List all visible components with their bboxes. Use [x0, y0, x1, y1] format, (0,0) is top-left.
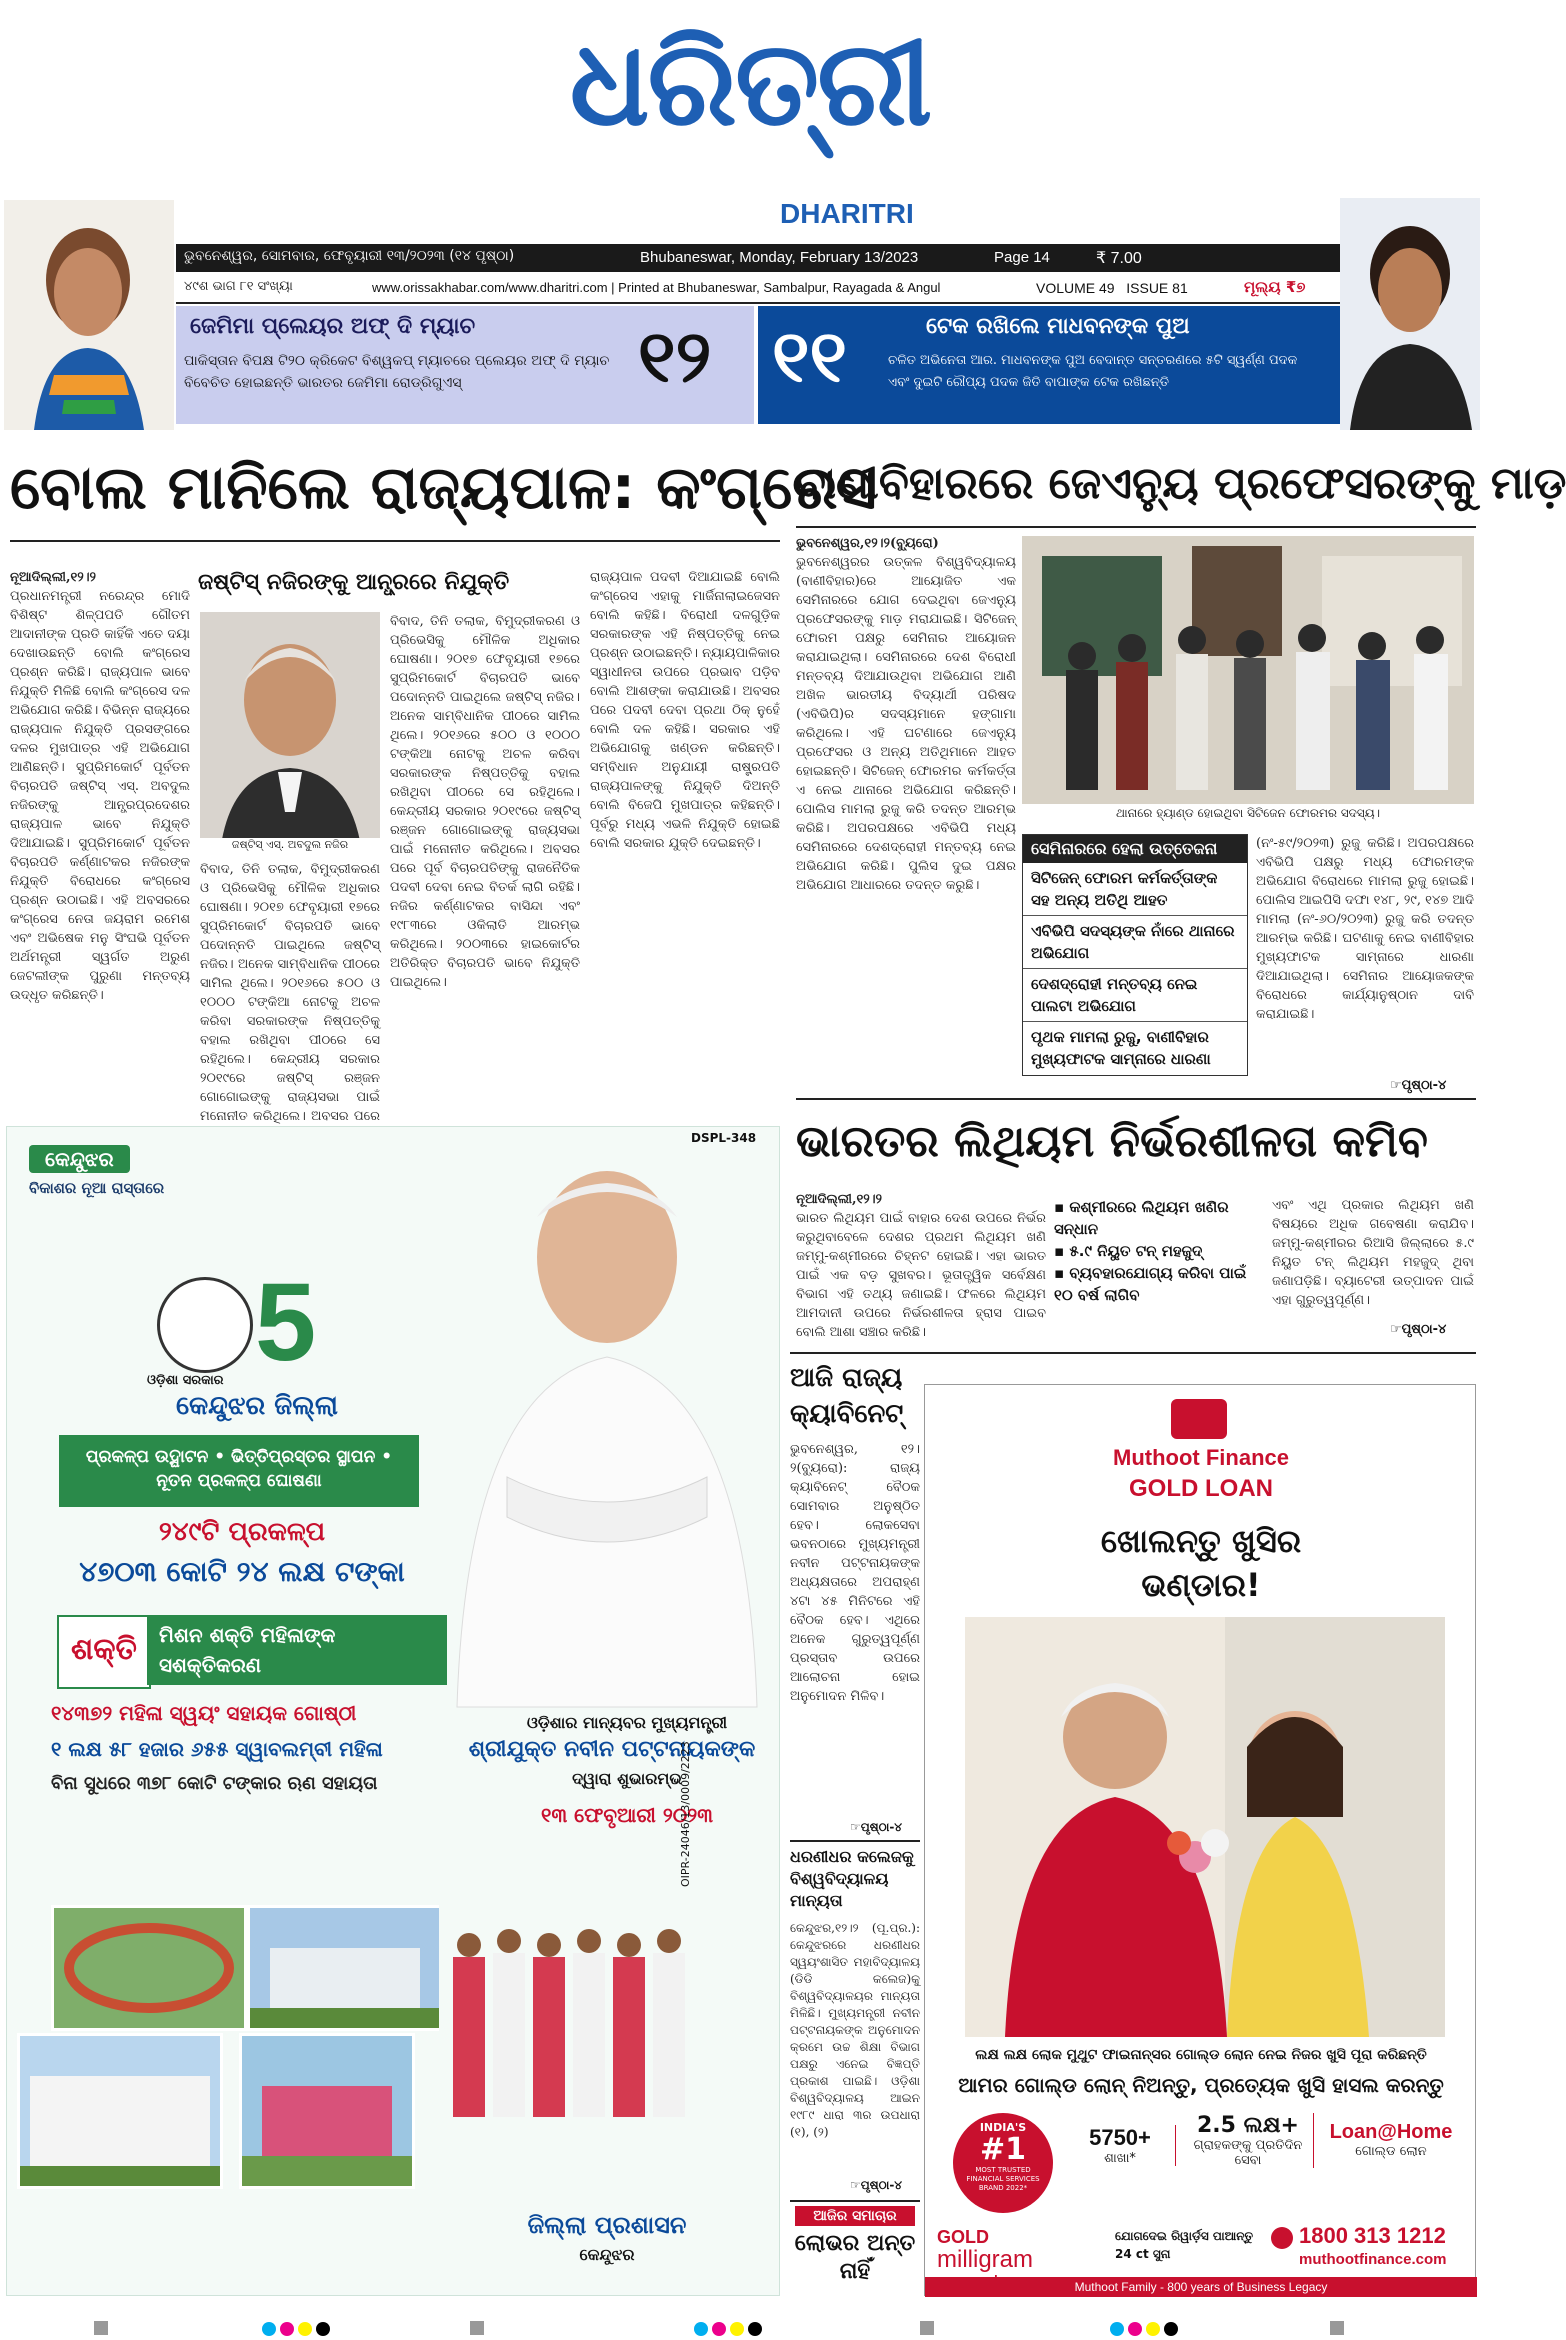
muthoot-line-1: ଲକ୍ଷ ଲକ୍ଷ ଲୋକ ମୁଥୁଟ ଫାଇନାନ୍ସର ଗୋଲ୍ଡ ଲୋନ ନେଇ ନିଜର ଖୁସି ପୂରା କରିଛନ୍ତି: [975, 2047, 1427, 2063]
lead-col-4: [590, 568, 780, 1108]
badge-text: MOST TRUSTED FINANCIAL SERVICES BRAND 2022*: [966, 2166, 1040, 2192]
college-continued[interactable]: ☞ପୃଷ୍ଠା-୪: [850, 2178, 903, 2192]
dateline-bar: [176, 244, 1340, 272]
price: ₹ 7.00: [1096, 250, 1142, 267]
teaser-left[interactable]: [176, 306, 754, 424]
jnu-highlight-box: [1022, 834, 1248, 1076]
quote-label: ଆଜିର ସମାଚାର: [795, 2206, 915, 2226]
college-text: କେନ୍ଦୁଝର,୧୨।୨ (ପୂ.ପ୍ର.): କେନ୍ଦୁଝରରେ ଧରଣୀଧର ସ୍ୱୟଂଶାସିତ ମହାବିଦ୍ୟାଳୟ (ଡିଡି କଲେଜ)କୁ ବିଶ୍ୱବିଦ୍ୟାଳୟର ମାନ୍ୟତା ମିଳିଛି। ମୁଖ୍ୟମନ୍ତ୍ରୀ ନବୀନ ପଟ୍ଟନାୟକଙ୍କ ଅନୁମୋଦନ କ୍ରମେ ଉଚ୍ଚ ଶିକ୍ଷା ବିଭାଗ ପକ୍ଷରୁ ଏନେଇ ବିଜ୍ଞପ୍ତି ପ୍ରକାଶ ପାଇଛି। ଓଡ଼ିଶା ବିଶ୍ୱବିଦ୍ୟାଳୟ ଆଇନ ୧୯୮୯ ଧାରା ୩ର ଉପଧାରା (୧), (୨): [790, 1921, 920, 2139]
quote-text: ଲୋଭର ଅନ୍ତ ନାହିଁ: [794, 2231, 916, 2284]
college-headline: ଧରଣୀଧର କଲେଜକୁ ବିଶ୍ୱବିଦ୍ୟାଳୟ ମାନ୍ୟତା: [790, 1847, 914, 1910]
masthead-logo: [470, 8, 1030, 229]
stat-customers-value: 2.5 ଲକ୍ଷ+: [1197, 2113, 1299, 2138]
ad-admin: ଜିଲ୍ଲା ପ୍ରଶାସନ: [527, 2211, 687, 2239]
ad-title: କେନ୍ଦୁଝର ଜିଲ୍ଲା: [176, 1391, 338, 1421]
volume-odia: ୪୯ଶ ଭାଗ ୮୧ ସଂଖ୍ୟା: [184, 279, 293, 294]
ad-date: ୧୩ ଫେବୃଆରୀ ୨୦୨୩: [541, 1803, 713, 1827]
volume-english: VOLUME 49 ISSUE 81: [1036, 280, 1188, 296]
muthoot-line-2: ଆମର ଗୋଲ୍ଡ ଲୋନ୍ ନିଅନ୍ତୁ, ପ୍ରତ୍ୟେକ ଖୁସି ହାସଲ କରନ୍ତୁ: [958, 2073, 1444, 2097]
quote-box: [790, 2200, 920, 2288]
muthoot-product: GOLD LOAN: [1129, 1475, 1273, 1502]
milligram-gold: GOLD: [937, 2227, 989, 2247]
building-photo-2: [17, 2033, 223, 2189]
print-mark: [920, 2321, 934, 2335]
rewards-text: ଯୋଗଦେଇ ରିୱାର୍ଡ଼ସ ପାଆନ୍ତୁ 24 ct ସୁନା: [1115, 2229, 1254, 2261]
jnu-headline: ବାଣୀବିହାରରେ ଜେଏନ୍ୟୁ ପ୍ରଫେସରଙ୍କୁ ମାଡ଼: [796, 458, 1566, 509]
jnu-box-item: ପୃଥକ ମାମଲା ରୁଜୁ, ବାଣୀବିହାର ମୁଖ୍ୟଫାଟକ ସାମ୍ନାରେ ଧାରଣା: [1031, 1028, 1211, 1068]
lithium-text-2: ଏବଂ ଏଥି ପ୍ରକାର ଲିଥିୟମ ଖଣି ବିଷୟରେ ଅଧିକ ଗବେଷଣା କରାଯିବ। ଜମ୍ମୁ-କଶ୍ମୀରର ରିଆସି ଜିଲ୍ଲାରେ ୫.୯ ନିୟୁତ ଟନ୍ ଲିଥିୟମ ମହଜୁଦ୍ ଥିବା ଜଣାପଡ଼ିଛି। ବ୍ୟାଟେରୀ ଉତ୍ପାଦନ ପାଇଁ ଏହା ଗୁରୁତ୍ୱପୂର୍ଣ୍ଣ।: [1272, 1198, 1474, 1308]
print-mark: [94, 2321, 108, 2335]
phone-icon: [1271, 2227, 1293, 2249]
jnu-text-1: ଭୁବନେଶ୍ୱରର ଉତ୍କଳ ବିଶ୍ୱବିଦ୍ୟାଳୟ (ବାଣୀବିହାର)ରେ ଆୟୋଜିତ ଏକ ସେମିନାରରେ ଯୋଗ ଦେଇଥିବା ଜେଏନ୍ୟୁ ପ୍ରଫେସରଙ୍କୁ ମାଡ଼ ମରାଯାଇଛି। ସିଟିଜେନ୍ ଫୋରମ ପକ୍ଷରୁ ସେମିନାର ଆୟୋଜନ କରାଯାଇଥିଲା। ସେମିନାରରେ ଦେଶ ବିରୋଧୀ ମନ୍ତବ୍ୟ ଦିଆଯାଉଥିବା ଅଭିଯୋଗ ଆଣି ଅଖିଳ ଭାରତୀୟ ବିଦ୍ୟାର୍ଥୀ ପରିଷଦ (ଏବିଭିପି)ର ସଦସ୍ୟମାନେ ହଙ୍ଗାମା କରିଥିଲେ। ଏହି ଘଟଣାରେ ଜେଏନ୍ୟୁ ପ୍ରଫେସର ଓ ଅନ୍ୟ ଅତିଥିମାନେ ଆହତ ହୋଇଛନ୍ତି। ସିଟିଜେନ୍ ଫୋରମର କର୍ମକର୍ତ୍ତା ଏ ନେଇ ଥାନାରେ ଅଭିଯୋଗ କରିଛନ୍ତି। ପୋଲିସ ମାମଲା ରୁଜୁ କରି ତଦନ୍ତ ଆରମ୍ଭ କରିଛି। ଅପରପକ୍ଷରେ ଏବିଭିପି ମଧ୍ୟ ସେମିନାରରେ ଦେଶଦ୍ରୋହୀ ମନ୍ତବ୍ୟ ନେଇ ଅଭିଯୋଗ କରିଛି। ପୁଲିସ ଦୁଇ ପକ୍ଷର ଅଭିଯୋଗ ଆଧାରରେ ତଦନ୍ତ କରୁଛି।: [796, 555, 1016, 893]
stadium-photo: [51, 1905, 247, 2031]
ad-box1: ପ୍ରକଳ୍ପ ଉଦ୍ଘାଟନ • ଭିତ୍ତିପ୍ରସ୍ତର ସ୍ଥାପନ • ନୂତନ ପ୍ରକଳ୍ପ ଘୋଷଣା: [59, 1435, 419, 1507]
badge-num: #1: [979, 2132, 1026, 2167]
jnu-box-item: ଦେଶଦ୍ରୋହୀ ମନ୍ତବ୍ୟ ନେଇ ପାଲଟା ଅଭିଯୋଗ: [1023, 969, 1247, 1022]
lead-dateline: ନୂଆଦିଲ୍ଲୀ,୧୨।୨: [10, 570, 97, 585]
nazir-subhead: ଜଷ୍ଟିସ୍ ନଜିରଙ୍କୁ ଆନ୍ଧ୍ରରେ ନିଯୁକ୍ତି: [198, 570, 510, 595]
logo-english: DHARITRI: [780, 198, 914, 229]
teaser-left-text: ପାକିସ୍ତାନ ବିପକ୍ଷ ଟି୨୦ କ୍ରିକେଟ ବିଶ୍ୱକପ୍ ମ୍ୟାଚରେ ପ୍ଲେୟର ଅଫ୍ ଦି ମ୍ୟାଚ ବିବେଚିତ ହୋଇଛନ୍ତି ଭାରତର ଜେମିମା ରୋଡ୍ରିଗୁଏସ୍: [184, 353, 610, 391]
cm-name: ଶ୍ରୀଯୁକ୍ତ ନବୀନ ପଟ୍ଟନାୟକଙ୍କ: [468, 1737, 756, 1762]
jnu-dateline: ଭୁବନେଶ୍ୱର,୧୨।୨(ବ୍ୟୁରୋ): [796, 536, 939, 551]
jnu-box-item: ଏବିଭିପି ସଦସ୍ୟଙ୍କ ନାଁରେ ଥାନାରେ ଅଭିଯୋଗ: [1023, 916, 1247, 969]
ad-district-tag-text: କେନ୍ଦୁଝର: [45, 1147, 114, 1171]
stat-branches-label: ଶାଖା*: [1104, 2151, 1136, 2166]
ad-line-3: ବିନା ସୁଧରେ ୩୭୮ କୋଟି ଟଙ୍କାର ଋଣ ସହାୟତା: [51, 1773, 378, 1794]
color-dots: [262, 2321, 334, 2340]
lead-col-2: [200, 860, 380, 1124]
divider: [790, 1352, 1476, 1354]
odisha-emblem-icon: [157, 1277, 253, 1373]
lithium-col-1: [796, 1190, 1046, 1342]
logo-odia: ଧରିତ୍ରୀ: [569, 14, 931, 152]
lithium-bullet: ▪ ୫.୯ ନିୟୁତ ଟନ୍ ମହଜୁଦ୍: [1054, 1242, 1203, 1260]
lithium-col-2: [1272, 1196, 1474, 1326]
jnu-box-title: ସେମିନାରରେ ହେଲା ଉତ୍ତେଜନା: [1023, 835, 1247, 863]
cabinet-headline: ଆଜି ରାଜ୍ୟ କ୍ୟାବିନେଟ୍: [790, 1363, 904, 1429]
muthoot-web[interactable]: muthootfinance.com: [1299, 2251, 1447, 2268]
keonjhar-ad[interactable]: [6, 1126, 780, 2296]
lithium-bullet: ▪ ବ୍ୟବହାରଯୋଗ୍ୟ କରିବା ପାଇଁ ୧୦ ବର୍ଷ ଲାଗିବ: [1054, 1264, 1247, 1304]
player-photo-vedaant: [1340, 198, 1480, 430]
muthoot-phone[interactable]: 1800 313 1212: [1299, 2223, 1446, 2248]
teaser-right-text: ଚଳିତ ଅଭିନେତା ଆର. ମାଧବନଙ୍କ ପୁଅ ବେଦାନ୍ତ ସନ୍ତରଣରେ ୫ଟି ସ୍ୱର୍ଣ୍ଣ ପଦକ ଏବଂ ଦୁଇଟି ରୌପ୍ୟ ପଦକ ଜିତି ବାପାଙ୍କ ଟେକ ରଖିଛନ୍ତି: [888, 353, 1298, 390]
cabinet-text: ଭୁବନେଶ୍ୱର, ୧୨।୨(ବ୍ୟୁରୋ): ରାଜ୍ୟ କ୍ୟାବିନେଟ୍ ବୈଠକ ସୋମବାର ଅନୁଷ୍ଠିତ ହେବ। ଲୋକସେବା ଭବନଠାରେ ମୁଖ୍ୟମନ୍ତ୍ରୀ ନବୀନ ପଟ୍ଟନାୟକଙ୍କ ଅଧ୍ୟକ୍ଷତାରେ ଅପରାହ୍ଣ ୪ଟା ୪୫ ମିନିଟରେ ଏହି ବୈଠକ ହେବ। ଏଥିରେ ଅନେକ ଗୁରୁତ୍ୱପୂର୍ଣ୍ଣ ପ୍ରସ୍ତାବ ଉପରେ ଆଲୋଚନା ହୋଇ ଅନୁମୋଦନ ମିଳିବ।: [790, 1442, 920, 1704]
stat-loanhome-value: Loan@Home: [1329, 2121, 1453, 2143]
muthoot-tagline: ଖୋଲନ୍ତୁ ଖୁସିର ଭଣ୍ଡାର!: [1100, 1522, 1302, 1604]
lead-text-3: ବିବାଦ, ତିନି ତଲାକ, ବିମୁଦ୍ରୀକରଣ ଓ ପ୍ରିଭେସିକୁ ମୌଳିକ ଅଧିକାର ଘୋଷଣା। ୨୦୧୭ ଫେବୃୟାରୀ ୧୭ରେ ସୁପ୍ରିମକୋର୍ଟ ବିଚାରପତି ଭାବେ ପଦୋନ୍ନତି ପାଇଥିଲେ ଜଷ୍ଟିସ୍ ନଜିର। ଅନେକ ସାମ୍ବିଧାନିକ ପୀଠରେ ସାମିଲ ଥିଲେ। ୨୦୧୬ରେ ୫୦୦ ଓ ୧୦୦୦ ଟଙ୍କିଆ ନୋଟକୁ ଅଚଳ କରିବା ସରକାରଙ୍କ ନିଷ୍ପତ୍ତିକୁ ବହାଲ ରଖିଥିବା ପୀଠରେ ସେ ରହିଥିଲେ। କେନ୍ଦ୍ରୀୟ ସରକାର ୨୦୧୯ରେ ଜଷ୍ଟିସ୍ ରଞ୍ଜନ ଗୋଗୋଇଙ୍କୁ ରାଜ୍ୟସଭା ପାଇଁ ମନୋନୀତ କରିଥିଲେ। ଅବସର ପରେ ପୂର୍ବ ବିଚାରପତିଙ୍କୁ ରାଜନୈତିକ ପଦବୀ ଦେବା ନେଇ ବିତର୍କ ଲାଗି ରହିଛି। ନଜିର କର୍ଣ୍ଣାଟକର ବାସିନ୍ଦା ଏବଂ ୧୯୮୩ରେ ଓକିଲାତି ଆରମ୍ଭ କରିଥିଲେ। ୨୦୦୩ରେ ହାଇକୋର୍ଟର ଅତିରିକ୍ତ ବିଚାରପତି ଭାବେ ନିଯୁକ୍ତି ପାଇଥିଲେ।: [390, 614, 580, 990]
lead-text-4: ରାଜ୍ୟପାଳ ପଦବୀ ଦିଆଯାଇଛି ବୋଲି କଂଗ୍ରେସ ଏହାକୁ ମାର୍ଜିନାଲାଇଜେସନ ବୋଲି କହିଛି। ବିରୋଧୀ ଦଳଗୁଡ଼ିକ ସରକାରଙ୍କ ଏହି ନିଷ୍ପତ୍ତିକୁ ନେଇ ପ୍ରଶ୍ନ ଉଠାଇଛନ୍ତି। ନ୍ୟାୟପାଳିକାର ସ୍ୱାଧୀନତା ଉପରେ ପ୍ରଭାବ ପଡ଼ିବ ବୋଲି ଆଶଙ୍କା କରାଯାଉଛି। ଅବସର ପରେ ପଦବୀ ଦେବା ପ୍ରଥା ଠିକ୍ ନୁହେଁ ବୋଲି ଦଳ କହିଛି। ସରକାର ଏହି ଅଭିଯୋଗକୁ ଖଣ୍ଡନ କରିଛନ୍ତି। ସମ୍ବିଧାନ ଅନୁଯାୟୀ ରାଷ୍ଟ୍ରପତି ରାଜ୍ୟପାଳଙ୍କୁ ନିଯୁକ୍ତି ଦିଅନ୍ତି ବୋଲି ବିଜେପି ମୁଖପାତ୍ର କହିଛନ୍ତି। ପୂର୍ବରୁ ମଧ୍ୟ ଏଭଳି ନିଯୁକ୍ତି ହୋଇଛି ବୋଲି ସରକାର ଯୁକ୍ତି ଦେଇଛନ୍ତି।: [590, 570, 780, 851]
stat-customers: [1183, 2113, 1314, 2168]
building-photo-3: [239, 2033, 415, 2189]
jnu-continued[interactable]: ☞ପୃଷ୍ଠା-୪: [1390, 1078, 1447, 1093]
lithium-continued[interactable]: ☞ପୃଷ୍ଠା-୪: [1390, 1322, 1447, 1337]
five-years-logo: 5: [255, 1261, 317, 1384]
lithium-text-1: ଭାରତ ଲିଥିୟମ ପାଇଁ ବାହାର ଦେଶ ଉପରେ ନିର୍ଭର କରୁଥିବାବେଳେ ଦେଶର ପ୍ରଥମ ଲିଥିୟମ ଖଣି ଜମ୍ମୁ-କଶ୍ମୀରରେ ଚିହ୍ନଟ ହୋଇଛି। ଏହା ଭାରତ ପାଇଁ ଏକ ବଡ଼ ସୁଖବର। ଭୂତାତ୍ତ୍ୱିକ ସର୍ବେକ୍ଷଣ ବିଭାଗ ଏହି ତଥ୍ୟ ଜଣାଇଛି। ଫଳରେ ଲିଥିୟମ ଆମଦାନୀ ଉପରେ ନିର୍ଭରଶୀଳତା ହ୍ରାସ ପାଇବ ବୋଲି ଆଶା ସଞ୍ଚାର କରିଛି।: [796, 1211, 1046, 1340]
building-photo-1: [247, 1905, 443, 2031]
stat-branches: [1065, 2125, 1176, 2166]
cm-portrait: [437, 1147, 777, 1707]
nazir-photo-caption: ଜଷ୍ଟିସ୍ ଏସ୍. ଅବଦୁଲ ନଜିର: [200, 838, 380, 852]
stat-loanhome-label: ଗୋଲ୍ଡ ଲୋନ: [1355, 2144, 1427, 2159]
ad-code: DSPL-348: [691, 1131, 757, 1145]
shakti-logo-text: ଶକ୍ତି: [71, 1632, 137, 1667]
lithium-bullet-text: ୫.୯ ନିୟୁତ ଟନ୍ ମହଜୁଦ୍: [1069, 1242, 1203, 1260]
lead-col-3: [390, 612, 580, 1108]
badge-top: INDIA'S: [979, 2121, 1027, 2134]
teaser-left-title: ଜେମିମା ପ୍ଲେୟର ଅଫ୍ ଦି ମ୍ୟାଚ: [190, 314, 476, 339]
color-dots: [694, 2321, 766, 2340]
lithium-bullet: ▪ କଶ୍ମୀରରେ ଲିଥିୟମ ଖଣିର ସନ୍ଧାନ: [1054, 1198, 1229, 1238]
jnu-box-list: [1023, 863, 1247, 1074]
dateline-odia: ଭୁବନେଶ୍ୱର, ସୋମବାର, ଫେବୃୟାରୀ ୧୩/୨୦୨୩ (୧୪ ପୃଷ୍ଠା): [184, 248, 515, 264]
women-group-photo: [439, 1905, 715, 2125]
ad-projects: ୨୪୯ଟି ପ୍ରକଳ୍ପ: [158, 1517, 326, 1547]
lead-text-1: ପ୍ରଧାନମନ୍ତ୍ରୀ ନରେନ୍ଦ୍ର ମୋଦି ବିଶିଷ୍ଟ ଶିଳ୍ପପତି ଗୌତମ ଆଦାନୀଙ୍କ ପ୍ରତି କାହିଁକି ଏତେ ଦୟା ଦେଖାଉଛନ୍ତି ବୋଲି କଂଗ୍ରେସ ପ୍ରଶ୍ନ କରିଛି। ରାଜ୍ୟପାଳ ଭାବେ ନିଯୁକ୍ତି ମିଳିଛି ବୋଲି କଂଗ୍ରେସ ଦଳ ଅଭିଯୋଗ କରିଛି। ବିଭିନ୍ନ ରାଜ୍ୟରେ ରାଜ୍ୟପାଳ ନିଯୁକ୍ତି ପ୍ରସଙ୍ଗରେ ଦଳର ମୁଖପାତ୍ର ଏହି ଅଭିଯୋଗ ଆଣିଛନ୍ତି। ସୁପ୍ରିମକୋର୍ଟ ପୂର୍ବତନ ବିଚାରପତି ଜଷ୍ଟିସ୍ ଏସ୍. ଅବଦୁଲ ନଜିରଙ୍କୁ ଆନ୍ଧ୍ରପ୍ରଦେଶର ରାଜ୍ୟପାଳ ଭାବେ ନିଯୁକ୍ତି ଦିଆଯାଇଛି। ସୁପ୍ରିମକୋର୍ଟ ପୂର୍ବତନ ବିଚାରପତି କର୍ଣ୍ଣାଟକର ନଜିରଙ୍କ ନିଯୁକ୍ତି ବିରୋଧରେ କଂଗ୍ରେସ ପ୍ରଶ୍ନ ଉଠାଇଛି। ଏହି ଅବସରରେ କଂଗ୍ରେସ ନେତା ଜୟରାମ ରମେଶ ଏବଂ ଅଭିଷେକ ମନୁ ସିଂଘଭି ପୂର୍ବତନ ଅର୍ଥମନ୍ତ୍ରୀ ସ୍ୱର୍ଗତ ଅରୁଣ ଜେଟଲୀଙ୍କ ପୁରୁଣା ମନ୍ତବ୍ୟ ଉଦ୍ଧୃତ କରିଛନ୍ତି।: [10, 589, 190, 1003]
stat-loanhome: [1321, 2121, 1461, 2159]
divider: [790, 1840, 920, 1842]
color-dots: [1110, 2321, 1182, 2340]
muthoot-footer: Muthoot Family - 800 years of Business Legacy: [925, 2277, 1477, 2297]
ad-gov: ଓଡ଼ିଶା ସରକାର: [147, 1373, 224, 1388]
jnu-box-item: ସିଟିଜେନ୍ ଫୋରମ କର୍ମକର୍ତ୍ତାଙ୍କ ସହ ଅନ୍ୟ ଅତିଥି ଆହତ: [1023, 863, 1247, 916]
websites: www.orissakhabar.com/www.dharitri.com | Printed at Bhubaneswar, Sambalpur, Rayagada & Angul: [372, 280, 941, 295]
lead-headline: ବୋଲ ମାନିଲେ ରାଜ୍ୟପାଳ: କଂଗ୍ରେସ: [10, 453, 877, 523]
stat-branches-value: 5750+: [1089, 2125, 1151, 2150]
lithium-bullet-text: ବ୍ୟବହାରଯୋଗ୍ୟ କରିବା ପାଇଁ ୧୦ ବର୍ଷ ଲାଗିବ: [1054, 1264, 1247, 1304]
cm-title: ଓଡ଼ିଶାର ମାନ୍ୟବର ମୁଖ୍ୟମନ୍ତ୍ରୀ: [526, 1713, 728, 1732]
ad-district-sub: ବିକାଶର ନୂଆ ରାସ୍ତାରେ: [29, 1179, 165, 1197]
ad-mission: ମିଶନ ଶକ୍ତି ମହିଳାଙ୍କ ସଶକ୍ତିକରଣ: [147, 1615, 447, 1685]
college-col: [790, 1920, 920, 2176]
print-mark: [1330, 2321, 1344, 2335]
jnu-col-2: [1256, 834, 1474, 1074]
lithium-headline: ଭାରତର ଲିଥିୟମ ନିର୍ଭରଶୀଳତା କମିବ: [796, 1116, 1428, 1167]
player-photo-jemimah: [4, 200, 174, 430]
print-mark: [470, 2321, 484, 2335]
muthoot-photo: [965, 1617, 1445, 2037]
ad-amount: ୪୭୦୩ କୋଟି ୨୪ ଲକ୍ଷ ଟଙ୍କା: [79, 1555, 405, 1588]
teaser-right[interactable]: [758, 306, 1340, 424]
nazir-photo: [200, 612, 380, 852]
shakti-logo: [57, 1615, 151, 1689]
ad-district-tag: [29, 1145, 130, 1173]
lithium-bullet-text: କଶ୍ମୀରରେ ଲିଥିୟମ ଖଣିର ସନ୍ଧାନ: [1054, 1198, 1229, 1238]
lithium-dateline: ନୂଆଦିଲ୍ଲୀ,୧୨।୨: [796, 1192, 883, 1207]
most-trusted-badge: [953, 2113, 1053, 2213]
ad-line-1: ୧୪୩୭୨ ମହିଳା ସ୍ୱୟଂ ସହାୟକ ଗୋଷ୍ଠୀ: [51, 1701, 357, 1725]
cabinet-col: [790, 1440, 920, 1820]
teaser-left-page: ୧୨: [638, 314, 712, 398]
divider: [796, 526, 1476, 528]
muthoot-logo-icon: [1171, 1399, 1227, 1439]
dateline-english: Bhubaneswar, Monday, February 13/2023: [640, 249, 919, 266]
milligram-word: milligram: [937, 2246, 1033, 2273]
jnu-photo: [1022, 536, 1474, 804]
muthoot-brand: Muthoot Finance: [1113, 1445, 1289, 1470]
lead-text-2a: ବିବାଦ, ତିନି ତଲାକ, ବିମୁଦ୍ରୀକରଣ ଓ ପ୍ରିଭେସିକୁ ମୌଳିକ ଅଧିକାର ଘୋଷଣା। ୨୦୧୭ ଫେବୃୟାରୀ ୧୭ରେ ସୁପ୍ରିମକୋର୍ଟ ବିଚାରପତି ଭାବେ ପଦୋନ୍ନତି ପାଇଥିଲେ ଜଷ୍ଟିସ୍ ନଜିର। ଅନେକ ସାମ୍ବିଧାନିକ ପୀଠରେ ସାମିଲ ଥିଲେ। ୨୦୧୬ରେ ୫୦୦ ଓ ୧୦୦୦ ଟଙ୍କିଆ ନୋଟକୁ ଅଚଳ କରିବା ସରକାରଙ୍କ ନିଷ୍ପତ୍ତିକୁ ବହାଲ ରଖିଥିବା ପୀଠରେ ସେ ରହିଥିଲେ। କେନ୍ଦ୍ରୀୟ ସରକାର ୨୦୧୯ରେ ଜଷ୍ଟିସ୍ ରଞ୍ଜନ ଗୋଗୋଇଙ୍କୁ ରାଜ୍ୟସଭା ପାଇଁ ମନୋନୀତ କରିଥିଲେ। ଅବସର ପରେ: [200, 862, 380, 1124]
stat-customers-label: ଗ୍ରାହକଙ୍କୁ ପ୍ରତିଦିନ ସେବା: [1193, 2138, 1303, 2168]
price-odia: ମୂଲ୍ୟ ₹୭: [1244, 278, 1306, 296]
ad-admin-place: କେନ୍ଦୁଝର: [579, 2245, 635, 2264]
divider: [10, 540, 780, 542]
cm-by: ଦ୍ୱାରା ଶୁଭାରମ୍ଭ: [572, 1769, 682, 1788]
lead-col-1: [10, 568, 190, 1108]
ad-line-2: ୧ ଲକ୍ଷ ୫୮ ହଜାର ୬୫୫ ସ୍ୱାବଲମ୍ବୀ ମହିଳା: [51, 1737, 383, 1761]
page-number: Page 14: [994, 249, 1050, 266]
ad-oipr: OIPR-24046/13/0009/2223: [679, 1741, 692, 1887]
info-line: [176, 276, 1340, 304]
jnu-text-2: (ନଂ-୫୯/୨୦୨୩) ରୁଜୁ କରିଛି। ଅପରପକ୍ଷରେ ଏବିଭିପି ପକ୍ଷରୁ ମଧ୍ୟ ଫୋରମଙ୍କ ଅଭିଯୋଗ ବିରୋଧରେ ମାମଲା ରୁଜୁ ହୋଇଛି। ପୋଲିସ ଆଇପିସି ଦଫା ୧୪୮, ୨୯, ୧୪୭ ଆଦି ମାମଲା (ନଂ-୬୦/୨୦୨୩) ରୁଜୁ କରି ତଦନ୍ତ ଆରମ୍ଭ କରିଛି। ଘଟଣାକୁ ନେଇ ବାଣୀବିହାର ମୁଖ୍ୟଫାଟକ ସାମ୍ନାରେ ଧାରଣା ଦିଆଯାଇଥିଲା। ସେମିନାର ଆୟୋଜକଙ୍କ ବିରୋଧରେ କାର୍ଯ୍ୟାନୁଷ୍ଠାନ ଦାବି କରାଯାଇଛି।: [1256, 836, 1474, 1022]
teaser-right-title: ଟେକ ରଖିଲେ ମାଧବନଙ୍କ ପୁଅ: [926, 314, 1190, 339]
registration-marks: [0, 2318, 1480, 2338]
lithium-bullets: [1054, 1196, 1264, 1306]
divider: [796, 1098, 1476, 1100]
cabinet-continued[interactable]: ☞ପୃଷ୍ଠା-୪: [850, 1820, 903, 1834]
jnu-photo-caption: ଥାନାରେ ହ୍ୟାଣ୍ଡ ହୋଇଥିବା ସିଟିଜେନ ଫୋରମର ସଦସ୍ୟ।: [1115, 806, 1381, 820]
muthoot-ad[interactable]: [924, 1384, 1476, 2296]
teaser-right-page: ୧୧: [772, 314, 848, 398]
